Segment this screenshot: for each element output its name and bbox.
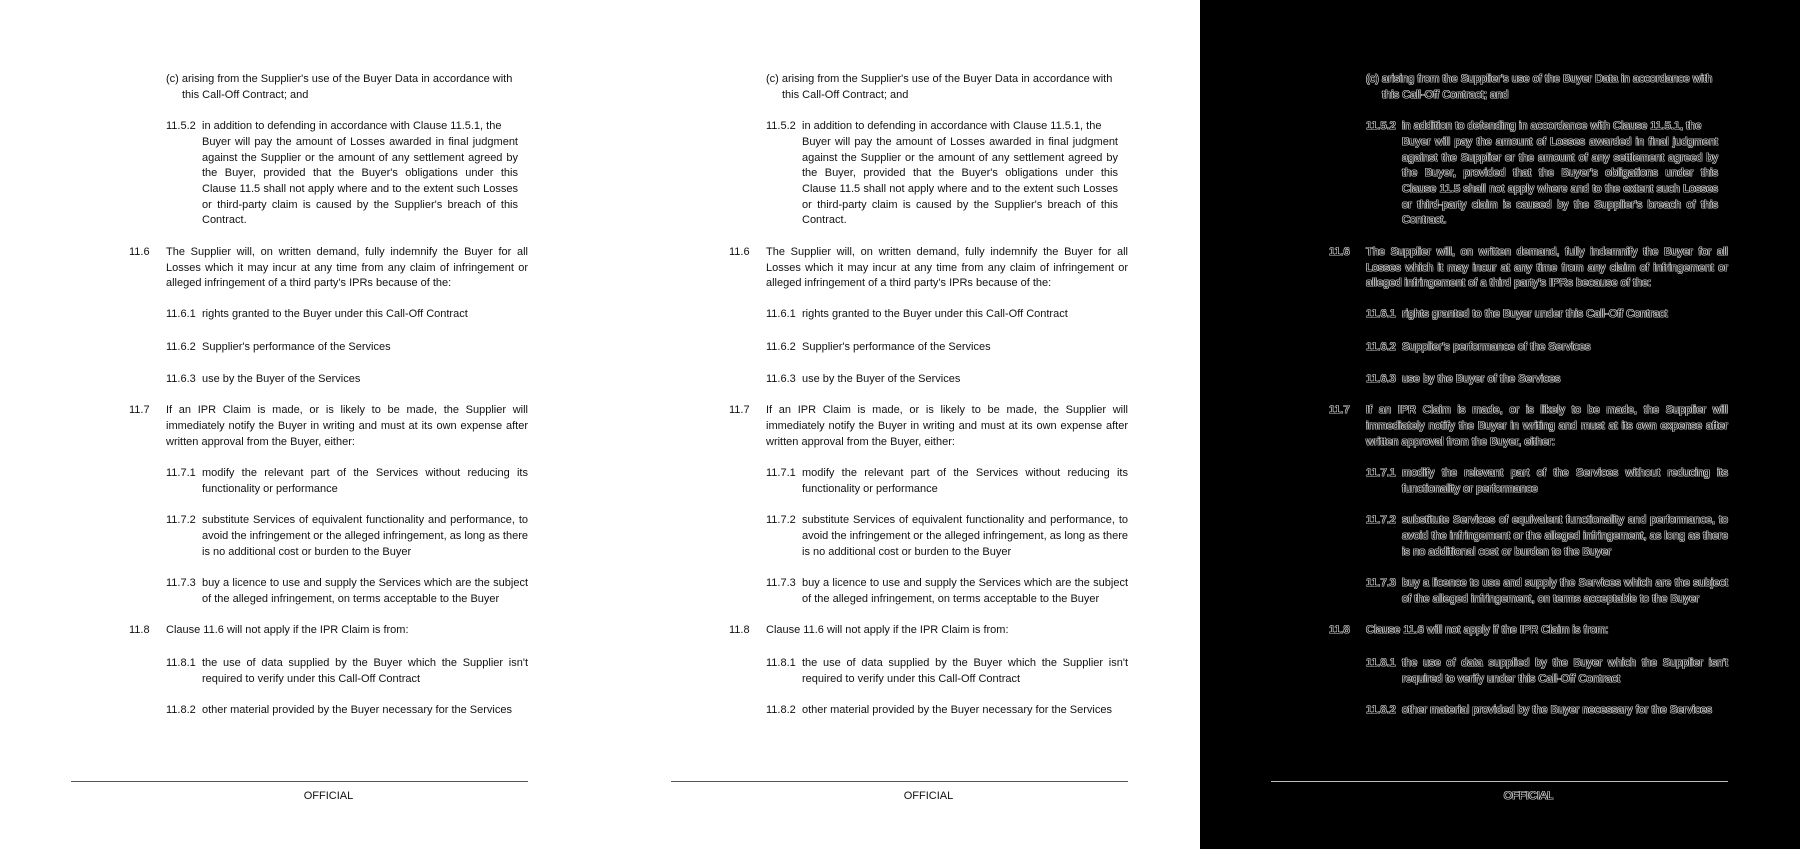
clause-line: immediately notify the Buyer in writing and must at its own expense after	[166, 420, 528, 432]
clause-line: Clause 11.6 will not apply if the IPR Claim is from:	[766, 624, 1009, 636]
document-page	[0, 0, 600, 849]
clause-number: 11.6	[729, 246, 750, 258]
clause-c-line: this Call-Off Contract; and	[1382, 89, 1509, 101]
clause-number: 11.6	[1329, 246, 1350, 258]
clause-line: rights granted to the Buyer under this Call-Off Contract	[802, 308, 1068, 320]
clause-line: or third-party claim is caused by the Supplier's breach of this	[802, 199, 1118, 211]
clause-line: immediately notify the Buyer in writing and must at its own expense after	[766, 420, 1128, 432]
clause-line: buy a licence to use and supply the Services which are the subject	[802, 577, 1128, 589]
footer-divider	[1271, 781, 1728, 782]
document-page	[1200, 0, 1800, 849]
clause-number: 11.7.1	[766, 467, 796, 479]
clause-line: alleged infringement of a third party's IPRs because of the:	[1366, 277, 1652, 289]
clause-line: Contract.	[802, 214, 847, 226]
footer-divider	[71, 781, 528, 782]
footer-classification: OFFICIAL	[303, 790, 354, 802]
clause-line: Supplier's performance of the Services	[202, 341, 391, 353]
clause-line: the use of data supplied by the Buyer which the Supplier isn't	[202, 657, 528, 669]
clause-line: functionality or performance	[1402, 483, 1538, 495]
clause-line: use by the Buyer of the Services	[202, 373, 361, 385]
clause-line: use by the Buyer of the Services	[1402, 373, 1561, 385]
clause-line: rights granted to the Buyer under this Call-Off Contract	[1402, 308, 1668, 320]
clause-number: 11.7.3	[166, 577, 196, 589]
clause-number: 11.7.1	[1366, 467, 1396, 479]
clause-number: 11.6.2	[166, 341, 196, 353]
clause-line: Clause 11.6 will not apply if the IPR Claim is from:	[166, 624, 409, 636]
clause-line: If an IPR Claim is made, or is likely to be made, the Supplier will	[166, 404, 528, 416]
clause-line: If an IPR Claim is made, or is likely to be made, the Supplier will	[766, 404, 1128, 416]
clause-line: Supplier's performance of the Services	[802, 341, 991, 353]
clause-line: the Buyer, provided that the Buyer's obligations under this	[202, 167, 518, 179]
clause-number: 11.8	[729, 624, 750, 636]
clause-number: 11.6.2	[1366, 341, 1396, 353]
clause-line: Clause 11.6 will not apply if the IPR Claim is from:	[1366, 624, 1609, 636]
clause-line: the use of data supplied by the Buyer which the Supplier isn't	[1402, 657, 1728, 669]
page-panel-original	[0, 0, 600, 849]
clause-number: 11.6.1	[766, 308, 796, 320]
clause-line: avoid the infringement or the alleged infringement, as long as there	[1402, 530, 1728, 542]
page-panel-copy	[600, 0, 1200, 849]
clause-line: other material provided by the Buyer necessary for the Services	[802, 704, 1112, 716]
clause-number: 11.7.3	[1366, 577, 1396, 589]
clause-line: Buyer will pay the amount of Losses awarded in final judgment	[202, 136, 518, 148]
clause-line: of the alleged infringement, on terms acceptable to the Buyer	[802, 593, 1100, 605]
clause-number: 11.6.3	[166, 373, 196, 385]
clause-line: required to verify under this Call-Off Contract	[1402, 673, 1621, 685]
clause-line: the Buyer, provided that the Buyer's obligations under this	[1402, 167, 1718, 179]
clause-line: the use of data supplied by the Buyer which the Supplier isn't	[802, 657, 1128, 669]
clause-line: against the Supplier or the amount of any settlement agreed by	[202, 152, 518, 164]
clause-line: Losses which it may incur at any time from any claim of infringement or	[166, 262, 528, 274]
clause-line: The Supplier will, on written demand, fully indemnify the Buyer for all	[766, 246, 1128, 258]
clause-line: other material provided by the Buyer necessary for the Services	[1402, 704, 1712, 716]
clause-line: in addition to defending in accordance with Clause 11.5.1, the	[1402, 120, 1702, 132]
clause-number: 11.7.1	[166, 467, 196, 479]
clause-line: Contract.	[202, 214, 247, 226]
clause-line: modify the relevant part of the Services without reducing its	[802, 467, 1128, 479]
clause-number: 11.8.1	[766, 657, 796, 669]
clause-line: of the alleged infringement, on terms acceptable to the Buyer	[202, 593, 500, 605]
clause-number: 11.6.3	[1366, 373, 1396, 385]
clause-line: the Buyer, provided that the Buyer's obligations under this	[802, 167, 1118, 179]
clause-line: Contract.	[1402, 214, 1447, 226]
clause-line: written approval from the Buyer, either:	[1366, 436, 1555, 448]
clause-line: other material provided by the Buyer necessary for the Services	[202, 704, 512, 716]
footer-classification: OFFICIAL	[1503, 790, 1554, 802]
clause-line: The Supplier will, on written demand, fully indemnify the Buyer for all	[166, 246, 528, 258]
clause-c-line: this Call-Off Contract; and	[182, 89, 309, 101]
clause-line: is no additional cost or burden to the Buyer	[1402, 546, 1612, 558]
clause-line: substitute Services of equivalent functionality and performance, to	[802, 514, 1128, 526]
clause-line: substitute Services of equivalent functionality and performance, to	[1402, 514, 1728, 526]
clause-line: is no additional cost or burden to the Buyer	[802, 546, 1012, 558]
clause-line: in addition to defending in accordance with Clause 11.5.1, the	[802, 120, 1102, 132]
clause-number: 11.7.2	[1366, 514, 1396, 526]
clause-line: required to verify under this Call-Off Contract	[802, 673, 1021, 685]
clause-number: 11.5.2	[766, 120, 796, 132]
clause-c-line: (c) arising from the Supplier's use of the Buyer Data in accordance with	[166, 73, 513, 85]
clause-number: 11.8.2	[166, 704, 196, 716]
clause-number: 11.8.2	[766, 704, 796, 716]
clause-number: 11.6.2	[766, 341, 796, 353]
clause-line: avoid the infringement or the alleged infringement, as long as there	[802, 530, 1128, 542]
clause-line: use by the Buyer of the Services	[802, 373, 961, 385]
clause-number: 11.6	[129, 246, 150, 258]
clause-line: substitute Services of equivalent functionality and performance, to	[202, 514, 528, 526]
clause-line: is no additional cost or burden to the Buyer	[202, 546, 412, 558]
clause-number: 11.7	[129, 404, 150, 416]
clause-line: modify the relevant part of the Services without reducing its	[202, 467, 528, 479]
clause-number: 11.8	[129, 624, 150, 636]
clause-line: written approval from the Buyer, either:	[166, 436, 355, 448]
clause-line: Buyer will pay the amount of Losses awarded in final judgment	[1402, 136, 1718, 148]
clause-number: 11.8.1	[1366, 657, 1396, 669]
clause-line: immediately notify the Buyer in writing and must at its own expense after	[1366, 420, 1728, 432]
footer-classification: OFFICIAL	[903, 790, 954, 802]
clause-line: in addition to defending in accordance with Clause 11.5.1, the	[202, 120, 502, 132]
clause-c-line: (c) arising from the Supplier's use of the Buyer Data in accordance with	[766, 73, 1113, 85]
clause-number: 11.6.3	[766, 373, 796, 385]
clause-c-line: this Call-Off Contract; and	[782, 89, 909, 101]
clause-line: Losses which it may incur at any time from any claim of infringement or	[766, 262, 1128, 274]
clause-line: The Supplier will, on written demand, fully indemnify the Buyer for all	[1366, 246, 1728, 258]
clause-line: Clause 11.5 shall not apply where and to the extent such Losses	[802, 183, 1118, 195]
clause-line: alleged infringement of a third party's IPRs because of the:	[766, 277, 1052, 289]
clause-number: 11.5.2	[166, 120, 196, 132]
clause-line: functionality or performance	[802, 483, 938, 495]
clause-line: Losses which it may incur at any time from any claim of infringement or	[1366, 262, 1728, 274]
clause-line: or third-party claim is caused by the Supplier's breach of this	[1402, 199, 1718, 211]
clause-number: 11.7.2	[766, 514, 796, 526]
document-page	[600, 0, 1200, 849]
clause-line: alleged infringement of a third party's IPRs because of the:	[166, 277, 452, 289]
clause-line: required to verify under this Call-Off Contract	[202, 673, 421, 685]
clause-number: 11.7	[1329, 404, 1350, 416]
clause-line: avoid the infringement or the alleged infringement, as long as there	[202, 530, 528, 542]
clause-line: or third-party claim is caused by the Supplier's breach of this	[202, 199, 518, 211]
clause-line: buy a licence to use and supply the Services which are the subject	[1402, 577, 1728, 589]
clause-number: 11.8.2	[1366, 704, 1396, 716]
clause-line: against the Supplier or the amount of any settlement agreed by	[802, 152, 1118, 164]
clause-line: against the Supplier or the amount of any settlement agreed by	[1402, 152, 1718, 164]
footer-divider	[671, 781, 1128, 782]
clause-line: buy a licence to use and supply the Services which are the subject	[202, 577, 528, 589]
clause-line: modify the relevant part of the Services without reducing its	[1402, 467, 1728, 479]
clause-number: 11.8	[1329, 624, 1350, 636]
page-panel-inverted	[1200, 0, 1800, 849]
clause-number: 11.7.3	[766, 577, 796, 589]
clause-line: of the alleged infringement, on terms acceptable to the Buyer	[1402, 593, 1700, 605]
clause-number: 11.5.2	[1366, 120, 1396, 132]
clause-line: functionality or performance	[202, 483, 338, 495]
clause-line: Supplier's performance of the Services	[1402, 341, 1591, 353]
clause-line: Clause 11.5 shall not apply where and to the extent such Losses	[202, 183, 518, 195]
clause-line: written approval from the Buyer, either:	[766, 436, 955, 448]
clause-c-line: (c) arising from the Supplier's use of the Buyer Data in accordance with	[1366, 73, 1713, 85]
clause-line: Clause 11.5 shall not apply where and to the extent such Losses	[1402, 183, 1718, 195]
clause-line: Buyer will pay the amount of Losses awarded in final judgment	[802, 136, 1118, 148]
clause-line: If an IPR Claim is made, or is likely to be made, the Supplier will	[1366, 404, 1728, 416]
clause-line: rights granted to the Buyer under this Call-Off Contract	[202, 308, 468, 320]
clause-number: 11.8.1	[166, 657, 196, 669]
clause-number: 11.7	[729, 404, 750, 416]
clause-number: 11.6.1	[1366, 308, 1396, 320]
clause-number: 11.7.2	[166, 514, 196, 526]
clause-number: 11.6.1	[166, 308, 196, 320]
